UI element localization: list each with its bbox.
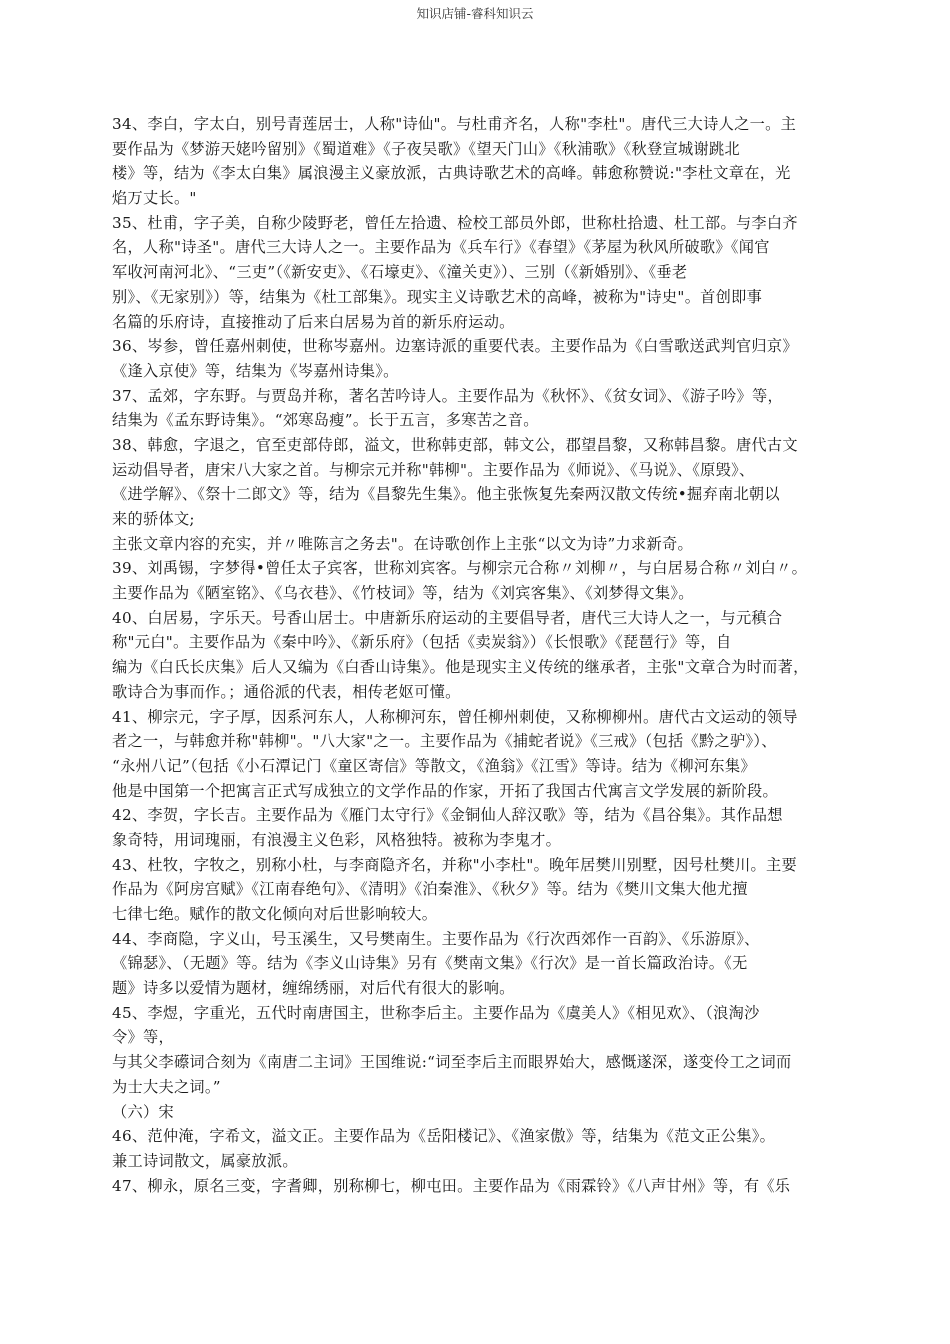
text-line: 军收河南河北》、“三吏”（《新安吏》、《石壕吏》、《潼关吏》）、三别（《新婚别》、《垂老 [112,263,688,282]
text-line: 46、范仲淹，字希文，溢文正。主要作品为《岳阳楼记》、《渔家傲》等，结集为《范文正公集》。 [112,1127,776,1146]
text-line: 要作品为《梦游天姥吟留别》《蜀道难》《子夜吴歌》《望天门山》《秋浦歌》《秋登宣城谢跳北 [112,139,740,158]
text-line: 41、柳宗元，字子厚，因系河东人，人称柳河东，曾任柳州刺使，又称柳柳州。唐代古文运动的领导 [112,707,798,726]
text-line: 别》、《无家别》）等，结集为《杜工部集》。现实主义诗歌艺术的高峰，被称为"诗史"。首创即事 [112,287,763,306]
text-line: 40、白居易，字乐天。号香山居士。中唐新乐府运动的主要倡导者，唐代三大诗人之一，与元稹合 [112,608,783,627]
text-line: 者之一，与韩愈并称"韩柳"。"八大家"之一。主要作品为《捕蛇者说》《三戒》（包括《黔之驴》）、 [112,732,777,751]
text-line: 主要作品为《陋室铭》、《乌衣巷》、《竹枝词》等，结为《刘宾客集》、《刘梦得文集》。 [112,584,694,603]
section-heading: （六）宋 [112,1102,174,1121]
text-line: 名篇的乐府诗，直接推动了后来白居易为首的新乐府运动。 [112,312,515,331]
text-line: 39、刘禹锡，字梦得•曾任太子宾客，世称刘宾客。与柳宗元合称〃刘柳〃，与白居易合称〃刘白〃。 [112,559,808,578]
text-line: 44、李商隐，字义山，号玉溪生，又号樊南生。主要作品为《行次西郊作一百韵》、《乐游原》、 [112,929,760,948]
text-line: 45、李煜，字重光，五代时南唐国主，世称李后主。主要作品为《虞美人》《相见欢》、（浪淘沙 [112,1003,760,1022]
text-line: 42、李贺，字长吉。主要作品为《雁门太守行》《金铜仙人辞汉歌》等，结为《昌谷集》。其作品想 [112,806,783,825]
text-line: 称"元白"。主要作品为《秦中吟》、《新乐府》（包括《卖炭翁》）《长恨歌》《琵琶行》等，自 [112,633,732,652]
text-line: 《锦瑟》、（无题》等。结为《李义山诗集》另有《樊南文集》《行次》是一首长篇政治诗。《无 [112,954,748,973]
document-body [112,112,894,1198]
text-line: 楼》等，结为《李太白集》属浪漫主义豪放派，古典诗歌艺术的高峰。韩愈称赞说:"李杜文章在，光 [112,164,791,183]
text-line: 兼工诗词散文，属豪放派。 [112,1151,298,1170]
text-line: 《进学解》、《祭十二郎文》等，结为《昌黎先生集》。他主张恢复先秦两汉散文传统•掘弃南北朝以 [112,485,780,504]
text-line: 为士大夫之词。” [112,1077,221,1096]
text-line: 运动倡导者，唐宋八大家之首。与柳宗元并称"韩柳"。主要作品为《师说》、《马说》、《原毁》、 [112,460,755,479]
text-line: 结集为《孟东野诗集》。“郊寒岛瘦”。长于五言，多寒苦之音。 [112,411,539,430]
text-line: 名，人称"诗圣"。唐代三大诗人之一。主要作品为《兵车行》《春望》《茅屋为秋风所破歌》《闻官 [112,238,770,257]
text-line: 37、孟郊，字东野。与贾岛并称，著名苦吟诗人。主要作品为《秋怀》、《贫女词》、《游子吟》等， [112,386,783,405]
text-line: 主张文章内容的充实，并〃唯陈言之务去"。在诗歌创作上主张“以文为诗”力求新奇。 [112,534,693,553]
text-line: 47、柳永，原名三变，字耆卿，别称柳七，柳屯田。主要作品为《雨霖铃》《八声甘州》等，有《乐 [112,1176,791,1195]
text-line: 38、韩愈，字退之，官至吏部侍郎，溢文，世称韩吏部，韩文公，郡望昌黎，又称韩昌黎。唐代古文 [112,435,798,454]
text-line: 题》诗多以爱情为题材，缠绵绣丽，对后代有很大的影响。 [112,979,515,998]
text-line: 36、岑参，曾任嘉州刺使，世称岑嘉州。边塞诗派的重要代表。主要作品为《白雪歌送武判官归京》 [112,337,798,356]
text-line: 来的骄体文; [112,510,195,528]
text-line: 作品为《阿房宫赋》《江南春绝句》、《清明》《泊秦淮》、《秋夕》等。结为《樊川文集大他尤擅 [112,880,748,899]
text-line: 他是中国第一个把寓言正式写成独立的文学作品的作家，开拓了我国古代寓言文学发展的新阶段。 [112,781,778,800]
text-line: 象奇特，用词瑰丽，有浪漫主义色彩，风格独特。被称为李鬼才。 [112,830,562,849]
text-line: 歌诗合为事而作。；通俗派的代表，相传老妪可懂。 [112,682,461,701]
text-line: 《逢入京使》等，结集为《岑嘉州诗集》。 [112,361,399,380]
text-line: 43、杜牧，字牧之，别称小杜，与李商隐齐名，并称"小李杜"。晚年居樊川别墅，因号杜樊川。主要 [112,855,797,874]
text-line: 七律七绝。赋作的散文化倾向对后世影响较大。 [112,905,438,923]
text-line: “永州八记”（包括《小石潭记门《童区寄信》等散文，《渔翁》《江雪》等诗。结为《柳河东集》 [112,756,756,775]
text-line: 编为《白氏长庆集》后人又编为《白香山诗集》。他是现实主义传统的继承者，主张"文章合为时而著， [112,658,809,677]
text-line: 与其父李礤词合刻为《南唐二主词》王国维说:“词至李后主而眼界始大，感慨遂深，遂变伶工之词而 [112,1053,792,1072]
text-line: 令》等， [112,1028,174,1047]
page-header: 知识店铺-睿科知识云 [416,6,534,21]
text-line: 35、杜甫，字子美，自称少陵野老，曾任左拾遗、检校工部员外郎，世称杜拾遗、杜工部。与李白齐 [112,213,798,232]
text-line: 34、李白，字太白，别号青莲居士，人称"诗仙"。与杜甫齐名，人称"李杜"。唐代三大诗人之一。主 [112,115,797,133]
text-line: 焰万丈长。" [112,189,197,208]
